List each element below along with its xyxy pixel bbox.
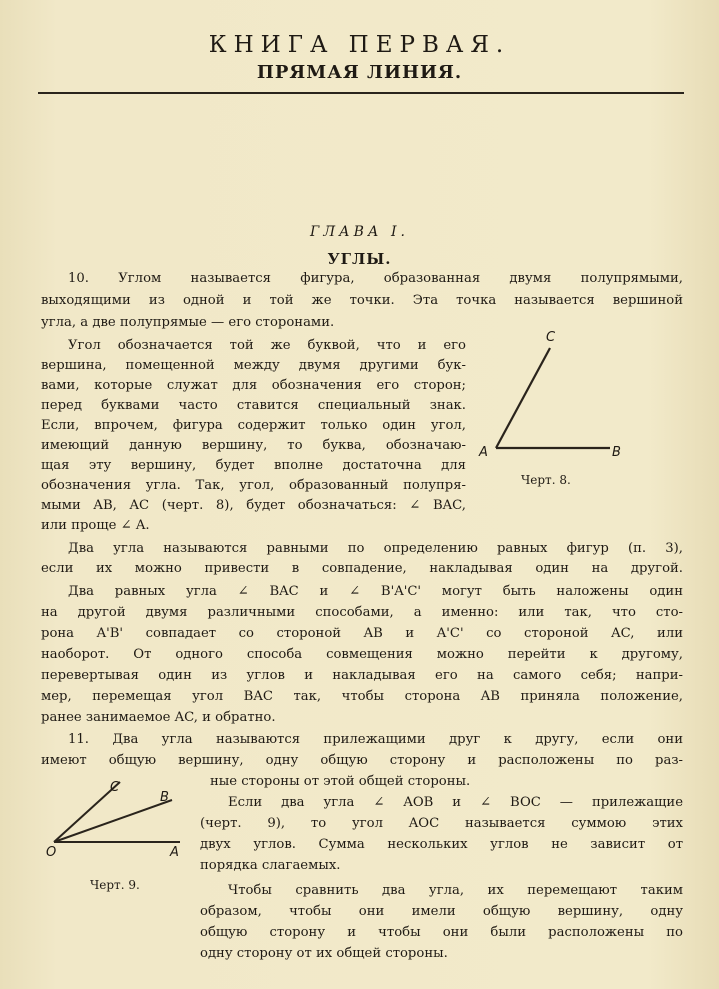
fig8-label-c: C: [546, 330, 556, 345]
text-line: мер, перемещая угол BAC так, чтобы сторона AB приняла положение,: [41, 689, 683, 704]
fig9-label-c: C: [110, 780, 120, 795]
text-line: имеющий данную вершину, то буква, обозначаю-: [41, 438, 466, 453]
book-title: КНИГА ПЕРВАЯ.: [208, 32, 511, 58]
text-line: обозначения угла. Так, угол, образованный полупря-: [41, 478, 466, 493]
text-line: мыми AB, AC (черт. 8), будет обозначаться: ∠ BAC,: [41, 498, 466, 513]
text-line: или проще ∠ A.: [41, 518, 150, 533]
fig9-side-ob: [54, 800, 172, 842]
text-line: рона A'B' совпадает со стороной AB и A'C' со стороной AC, или: [41, 626, 683, 641]
text-line: Два равных угла ∠ BAC и ∠ B'A'C' могут быть наложены один: [68, 584, 683, 599]
text-line: выходящими из одной и той же точки. Эта точка называется вершиной: [41, 293, 683, 308]
text-line: наоборот. От одного способа совмещения можно перейти к другому,: [41, 647, 683, 662]
text-line: ные стороны от этой общей стороны.: [210, 774, 471, 789]
fig8-side-ac: [496, 348, 550, 448]
text-line: (черт. 9), то угол AOC называется суммою этих: [200, 816, 683, 831]
text-line: имеют общую вершину, одну общую сторону и расположены по раз-: [41, 753, 683, 768]
text-line: Если, впрочем, фигура содержит только один угол,: [41, 418, 466, 433]
text-line: образом, чтобы они имели общую вершину, одну: [200, 904, 683, 919]
text-line: угла, а две полупрямые — его сторонами.: [41, 315, 335, 330]
fig9-label-a: A: [170, 845, 179, 860]
text-line: 10. Углом называется фигура, образованная двумя полупрямыми,: [68, 271, 683, 286]
text-line: Угол обозначается той же буквой, что и его: [68, 338, 466, 353]
text-line: перед буквами часто ставится специальный знак.: [41, 398, 466, 413]
text-line: порядка слагаемых.: [200, 858, 341, 873]
text-line: двух углов. Сумма нескольких углов не зависит от: [200, 837, 683, 852]
chapter-label: ГЛАВА I.: [310, 224, 409, 240]
text-line: перевертывая один из углов и накладывая его на самого себя; напри-: [41, 668, 683, 683]
text-line: Если два угла ∠ AOB и ∠ BOC — прилежащие: [228, 795, 683, 810]
text-line: ранее занимаемое AC, и обратно.: [41, 710, 276, 725]
fig9-label-b: B: [160, 790, 169, 805]
text-line: Чтобы сравнить два угла, их перемещают таким: [228, 883, 683, 898]
text-line: если их можно привести в совпадение, накладывая один на другой.: [41, 561, 683, 576]
fig9-label-o: O: [46, 845, 57, 860]
text-line: на другой двумя различными способами, а именно: или так, что сто-: [41, 605, 683, 620]
text-line: вами, которые служат для обозначения его сторон;: [41, 378, 466, 393]
part-title: ПРЯМАЯ ЛИНИЯ.: [256, 62, 463, 83]
text-line: Два угла называются равными по определению равных фигур (п. 3),: [68, 541, 683, 556]
fig9-caption: Черт. 9.: [90, 878, 140, 892]
fig8-label-a: A: [479, 445, 488, 460]
title-rule: [38, 92, 684, 94]
chapter-title: УГЛЫ.: [327, 250, 392, 268]
text-line: 11. Два угла называются прилежащими друг к другу, если они: [68, 732, 683, 747]
fig8-caption: Черт. 8.: [521, 473, 571, 487]
text-line: щая эту вершину, будет вполне достаточна для: [41, 458, 466, 473]
text-line: одну сторону от их общей стороны.: [200, 946, 448, 961]
fig8-label-b: B: [612, 445, 621, 460]
text-line: общую сторону и чтобы они были расположены по: [200, 925, 683, 940]
text-line: вершина, помещенной между двумя другими бук-: [41, 358, 466, 373]
